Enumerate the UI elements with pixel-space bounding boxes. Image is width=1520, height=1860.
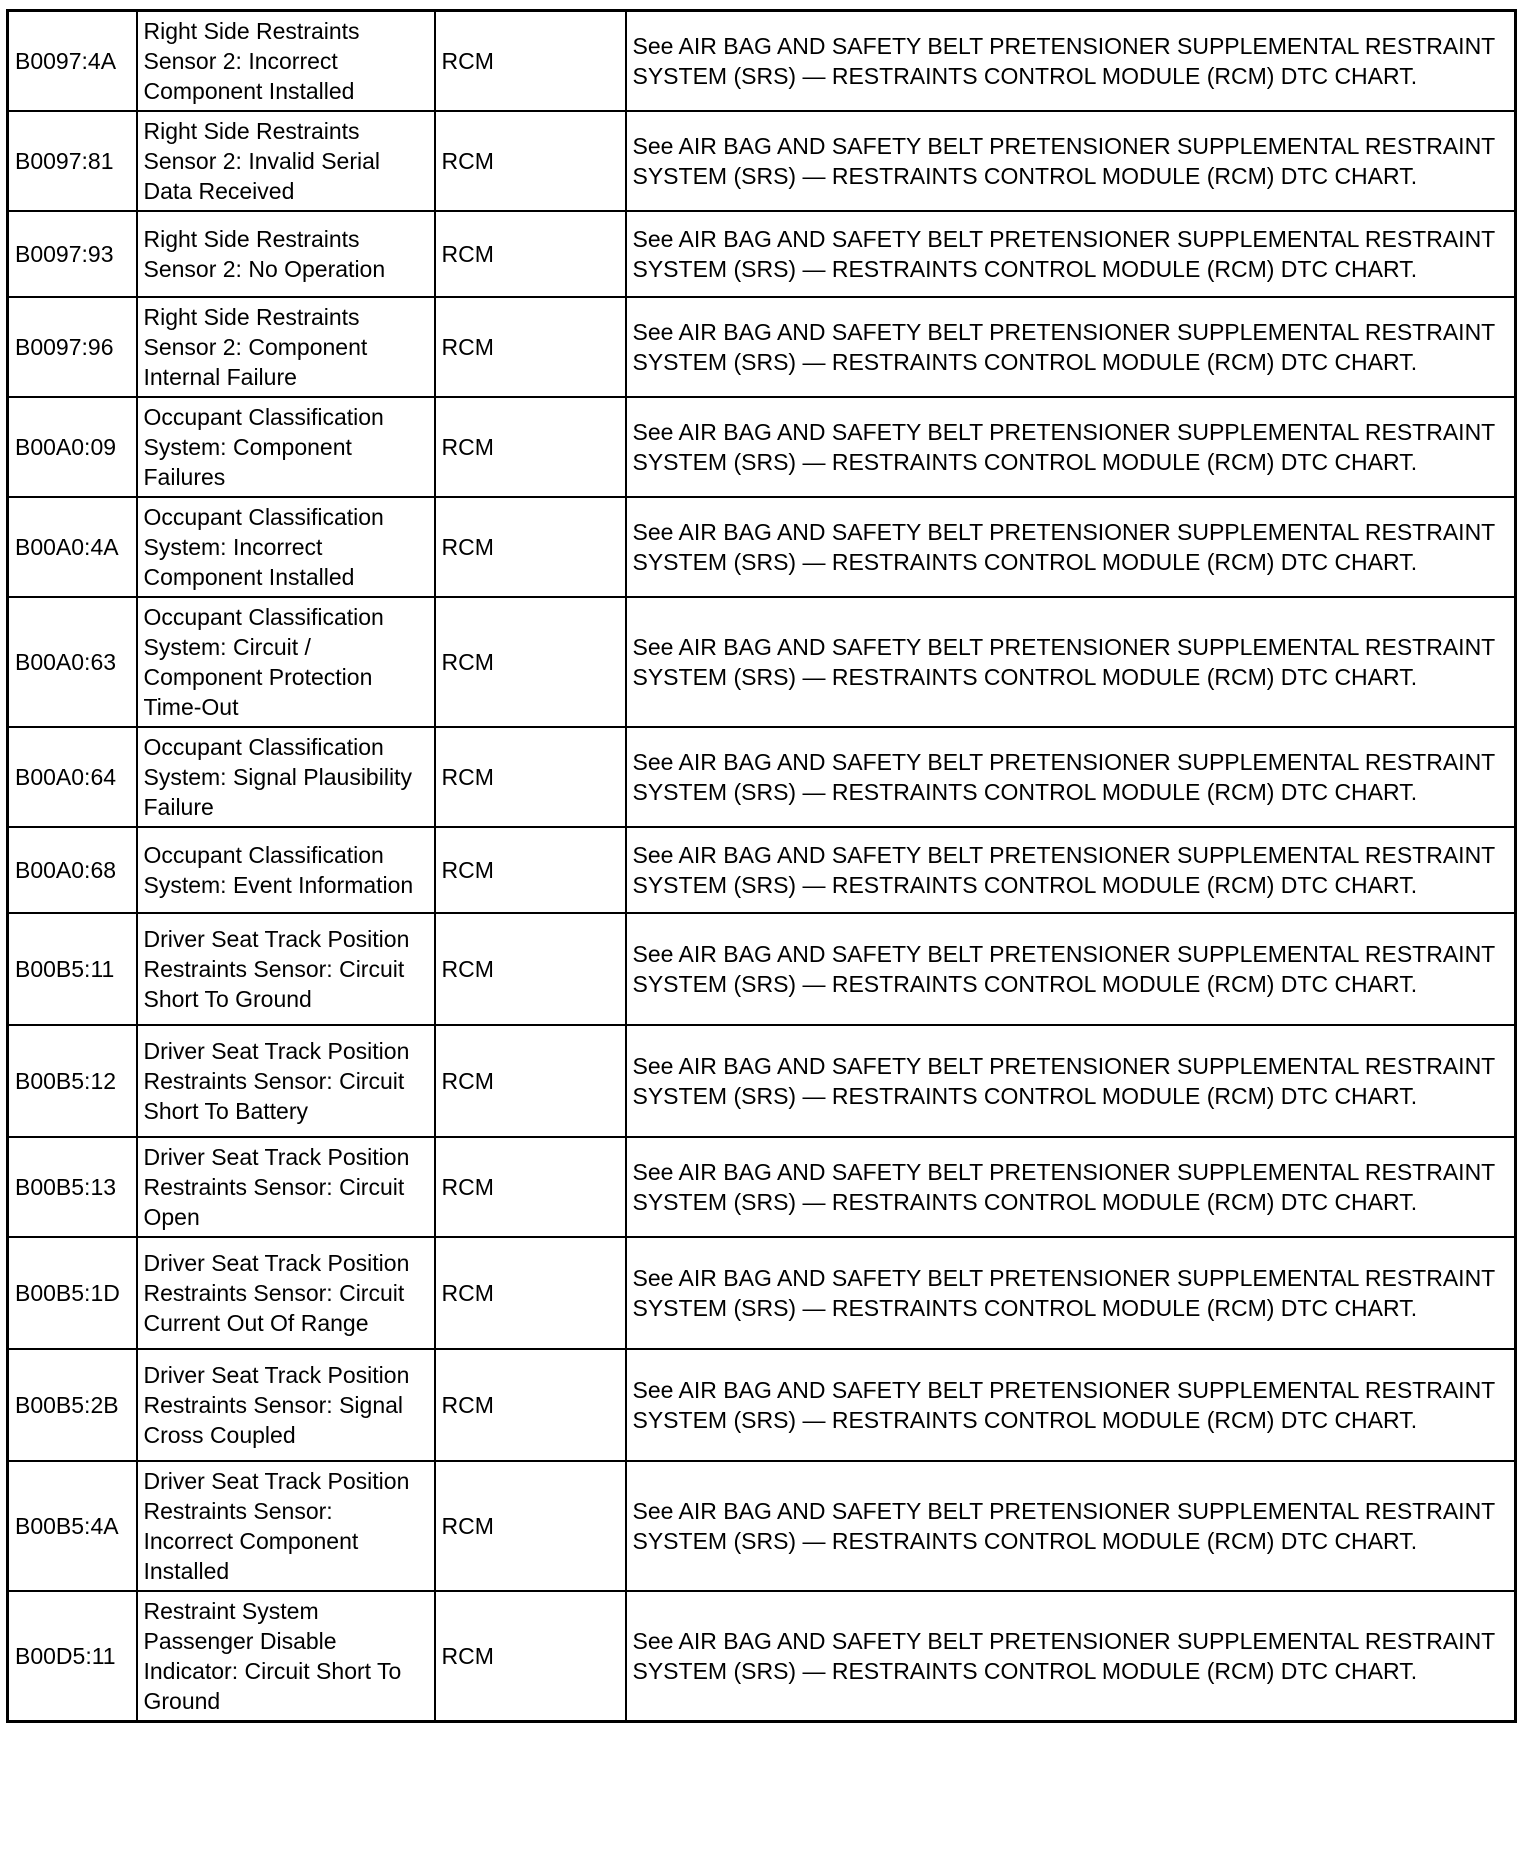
dtc-module-cell: RCM [435,211,626,297]
dtc-action-cell: See AIR BAG AND SAFETY BELT PRETENSIONER SUPPLEMENTAL RESTRAINT SYSTEM (SRS) — RESTRAINTS CONTROL MODULE (RCM) DTC CHART. [626,211,1516,297]
dtc-module-cell: RCM [435,497,626,597]
dtc-description-cell: Occupant Classification System: Event Information [137,827,435,913]
dtc-code-cell: B00A0:63 [8,597,137,727]
dtc-code-cell: B00A0:68 [8,827,137,913]
dtc-module-cell: RCM [435,1237,626,1349]
dtc-description-cell: Occupant Classification System: Signal Plausibility Failure [137,727,435,827]
dtc-module-cell: RCM [435,111,626,211]
dtc-module-cell: RCM [435,913,626,1025]
dtc-code-cell: B00B5:12 [8,1025,137,1137]
dtc-action-cell: See AIR BAG AND SAFETY BELT PRETENSIONER SUPPLEMENTAL RESTRAINT SYSTEM (SRS) — RESTRAINTS CONTROL MODULE (RCM) DTC CHART. [626,1349,1516,1461]
dtc-description-cell: Driver Seat Track Position Restraints Sensor: Incorrect Component Installed [137,1461,435,1591]
table-row [8,1025,1516,1137]
dtc-action-cell: See AIR BAG AND SAFETY BELT PRETENSIONER SUPPLEMENTAL RESTRAINT SYSTEM (SRS) — RESTRAINTS CONTROL MODULE (RCM) DTC CHART. [626,397,1516,497]
table-row [8,397,1516,497]
dtc-module-cell: RCM [435,1137,626,1237]
dtc-action-cell: See AIR BAG AND SAFETY BELT PRETENSIONER SUPPLEMENTAL RESTRAINT SYSTEM (SRS) — RESTRAINTS CONTROL MODULE (RCM) DTC CHART. [626,297,1516,397]
dtc-chart-table [6,9,1517,1723]
dtc-module-cell: RCM [435,727,626,827]
dtc-code-cell: B00B5:2B [8,1349,137,1461]
table-row [8,111,1516,211]
dtc-description-cell: Restraint System Passenger Disable Indicator: Circuit Short To Ground [137,1591,435,1722]
dtc-description-cell: Driver Seat Track Position Restraints Sensor: Circuit Short To Ground [137,913,435,1025]
dtc-code-cell: B00D5:11 [8,1591,137,1722]
dtc-action-cell: See AIR BAG AND SAFETY BELT PRETENSIONER SUPPLEMENTAL RESTRAINT SYSTEM (SRS) — RESTRAINTS CONTROL MODULE (RCM) DTC CHART. [626,11,1516,112]
dtc-action-cell: See AIR BAG AND SAFETY BELT PRETENSIONER SUPPLEMENTAL RESTRAINT SYSTEM (SRS) — RESTRAINTS CONTROL MODULE (RCM) DTC CHART. [626,1025,1516,1137]
table-row [8,597,1516,727]
dtc-description-cell: Occupant Classification System: Component Failures [137,397,435,497]
dtc-action-cell: See AIR BAG AND SAFETY BELT PRETENSIONER SUPPLEMENTAL RESTRAINT SYSTEM (SRS) — RESTRAINTS CONTROL MODULE (RCM) DTC CHART. [626,597,1516,727]
dtc-description-cell: Driver Seat Track Position Restraints Sensor: Circuit Short To Battery [137,1025,435,1137]
dtc-description-cell: Occupant Classification System: Incorrect Component Installed [137,497,435,597]
dtc-description-cell: Right Side Restraints Sensor 2: Incorrect Component Installed [137,11,435,112]
table-row [8,211,1516,297]
dtc-module-cell: RCM [435,11,626,112]
table-row [8,497,1516,597]
table-row [8,11,1516,112]
dtc-code-cell: B0097:93 [8,211,137,297]
dtc-module-cell: RCM [435,1591,626,1722]
table-row [8,297,1516,397]
dtc-action-cell: See AIR BAG AND SAFETY BELT PRETENSIONER SUPPLEMENTAL RESTRAINT SYSTEM (SRS) — RESTRAINTS CONTROL MODULE (RCM) DTC CHART. [626,727,1516,827]
dtc-code-cell: B00B5:1D [8,1237,137,1349]
table-row [8,1461,1516,1591]
dtc-action-cell: See AIR BAG AND SAFETY BELT PRETENSIONER SUPPLEMENTAL RESTRAINT SYSTEM (SRS) — RESTRAINTS CONTROL MODULE (RCM) DTC CHART. [626,1591,1516,1722]
dtc-code-cell: B00A0:09 [8,397,137,497]
dtc-action-cell: See AIR BAG AND SAFETY BELT PRETENSIONER SUPPLEMENTAL RESTRAINT SYSTEM (SRS) — RESTRAINTS CONTROL MODULE (RCM) DTC CHART. [626,497,1516,597]
table-row [8,1349,1516,1461]
dtc-module-cell: RCM [435,397,626,497]
dtc-chart-body [8,11,1516,1722]
dtc-code-cell: B0097:81 [8,111,137,211]
table-row [8,1591,1516,1722]
table-row [8,913,1516,1025]
dtc-description-cell: Occupant Classification System: Circuit / Component Protection Time-Out [137,597,435,727]
dtc-action-cell: See AIR BAG AND SAFETY BELT PRETENSIONER SUPPLEMENTAL RESTRAINT SYSTEM (SRS) — RESTRAINTS CONTROL MODULE (RCM) DTC CHART. [626,827,1516,913]
dtc-description-cell: Right Side Restraints Sensor 2: No Operation [137,211,435,297]
dtc-code-cell: B00B5:4A [8,1461,137,1591]
table-row [8,1237,1516,1349]
dtc-action-cell: See AIR BAG AND SAFETY BELT PRETENSIONER SUPPLEMENTAL RESTRAINT SYSTEM (SRS) — RESTRAINTS CONTROL MODULE (RCM) DTC CHART. [626,913,1516,1025]
dtc-description-cell: Driver Seat Track Position Restraints Sensor: Signal Cross Coupled [137,1349,435,1461]
dtc-module-cell: RCM [435,827,626,913]
table-row [8,827,1516,913]
dtc-module-cell: RCM [435,297,626,397]
dtc-code-cell: B00B5:13 [8,1137,137,1237]
dtc-code-cell: B00A0:64 [8,727,137,827]
dtc-description-cell: Right Side Restraints Sensor 2: Component Internal Failure [137,297,435,397]
dtc-module-cell: RCM [435,597,626,727]
dtc-action-cell: See AIR BAG AND SAFETY BELT PRETENSIONER SUPPLEMENTAL RESTRAINT SYSTEM (SRS) — RESTRAINTS CONTROL MODULE (RCM) DTC CHART. [626,1137,1516,1237]
dtc-module-cell: RCM [435,1025,626,1137]
dtc-code-cell: B0097:96 [8,297,137,397]
dtc-action-cell: See AIR BAG AND SAFETY BELT PRETENSIONER SUPPLEMENTAL RESTRAINT SYSTEM (SRS) — RESTRAINTS CONTROL MODULE (RCM) DTC CHART. [626,1461,1516,1591]
table-row [8,1137,1516,1237]
dtc-action-cell: See AIR BAG AND SAFETY BELT PRETENSIONER SUPPLEMENTAL RESTRAINT SYSTEM (SRS) — RESTRAINTS CONTROL MODULE (RCM) DTC CHART. [626,111,1516,211]
table-row [8,727,1516,827]
dtc-code-cell: B00A0:4A [8,497,137,597]
dtc-module-cell: RCM [435,1349,626,1461]
dtc-code-cell: B00B5:11 [8,913,137,1025]
dtc-description-cell: Driver Seat Track Position Restraints Sensor: Circuit Open [137,1137,435,1237]
dtc-description-cell: Right Side Restraints Sensor 2: Invalid Serial Data Received [137,111,435,211]
dtc-code-cell: B0097:4A [8,11,137,112]
dtc-action-cell: See AIR BAG AND SAFETY BELT PRETENSIONER SUPPLEMENTAL RESTRAINT SYSTEM (SRS) — RESTRAINTS CONTROL MODULE (RCM) DTC CHART. [626,1237,1516,1349]
dtc-description-cell: Driver Seat Track Position Restraints Sensor: Circuit Current Out Of Range [137,1237,435,1349]
dtc-module-cell: RCM [435,1461,626,1591]
